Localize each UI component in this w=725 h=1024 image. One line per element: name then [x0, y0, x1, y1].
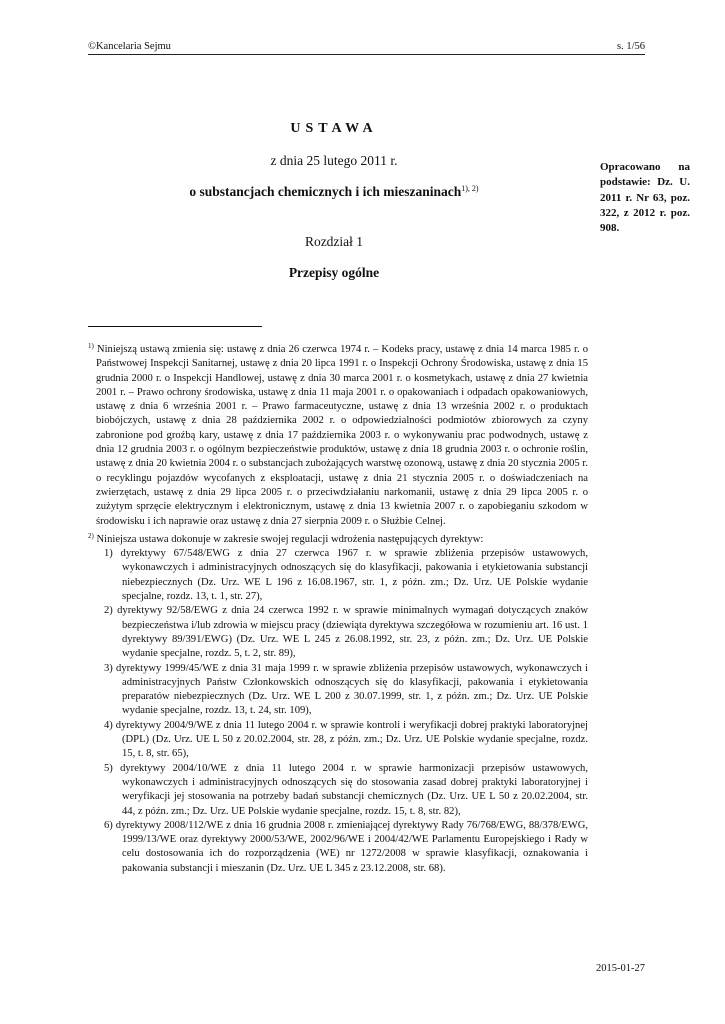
list-item: 6) dyrektywy 2008/112/WE z dnia 16 grudnia 2008 r. zmieniającej dyrektywy Rady 76/768/EWG, 88/378/EWG, 1999/13/WE oraz dyrektywy 2000/53/WE, 2002/96/WE i 2004/42/WE Parlamentu Europejskiego i Rady w celu dostosowania ich do rozporządzenia (WE) nr 1272/2008 w sprawie klasyfikacji, oznakowania i pakowania substancji i mieszanin (Dz. Urz. UE L 345 z 23.12.2008, str. 68). [104, 819, 588, 874]
footnote-1 [88, 339, 588, 529]
header-rule [88, 54, 645, 55]
header-page-number: s. 1/56 [616, 41, 645, 52]
header-publisher: ©Kancelaria Sejmu [88, 41, 171, 52]
section-heading: Przepisy ogólne [288, 265, 380, 280]
directive-list [88, 547, 588, 876]
list-item: 1) dyrektywy 67/548/EWG z dnia 27 czerwca 1967 r. w sprawie zbliżenia przepisów ustawowych, wykonawczych i administracyjnych odnoszących się do klasyfikacji, pakowania i etykietowania substancji niebezpiecznych (Dz. Urz. WE L 196 z 16.08.1967, str. 1, z późn. zm.; Dz. Urz. UE Polskie wydanie specjalne, rozdz. 13, t. 1, str. 27), [104, 548, 588, 603]
act-date: z dnia 25 lutego 2011 r. [270, 153, 398, 168]
list-item: 4) dyrektywy 2004/9/WE z dnia 11 lutego 2004 r. w sprawie kontroli i weryfikacji dobrej praktyki laboratoryjnej (DPL) (Dz. Urz. UE L 50 z 20.02.2004, str. 28, z późn. zm.; Dz. Urz. UE Polskie wydanie specjalne, rozdz. 15, t. 8, str. 65), [104, 719, 588, 760]
act-subject [88, 184, 580, 200]
chapter-heading: Rozdział 1 [304, 234, 364, 249]
act-subject-text: o substancjach chemicznych i ich mieszaninach [189, 184, 462, 199]
list-item: 3) dyrektywy 1999/45/WE z dnia 31 maja 1999 r. w sprawie zbliżenia przepisów ustawowych, wykonawczych i administracyjnych Państw Członkowskich odnoszących się do klasyfikacji, pakowania i etykietowania preparatów niebezpiecznych (Dz. Urz. WE L 200 z 30.07.1999, str. 1, z późn. zm.; Dz. Urz. UE Polskie wydanie specjalne, rozdz. 13, t. 24, str. 109), [104, 662, 588, 717]
footnote-1-text: Niniejszą ustawą zmienia się: ustawę z dnia 26 czerwca 1974 r. – Kodeks pracy, ustawę z dnia 14 marca 1985 r. o Państwowej Inspekcji Sanitarnej, ustawę z dnia 20 lipca 1991 r. o Inspekcji Ochrony Środowiska, ustawę z dnia 15 grudnia 2000 r. o Inspekcji Handlowej, ustawę z dnia 30 marca 2001 r. o kosmetykach, ustawę z dnia 27 kwietnia 2001 r. – Prawo ochrony środowiska, ustawę z dnia 11 maja 2001 r. o opakowaniach i odpadach opakowaniowych, ustawę z dnia 6 września 2001 r. – Prawo farmaceutyczne, ustawę z dnia 13 września 2002 r. o produktach biobójczych, ustawę z dnia 28 października 2002 r. o odpowiedzialności podmiotów zbiorowych za czyny zabronione pod groźbą kary, ustawę z dnia 17 października 2003 r. o wykonywaniu prac podwodnych, ustawę z dnia 12 grudnia 2003 r. o ogólnym bezpieczeństwie produktów, ustawę z dnia 18 grudnia 2003 r. o ochronie roślin, ustawę z dnia 20 kwietnia 2004 r. o substancjach zubożających warstwę ozonową, ustawę z dnia 20 stycznia 2005 r. o recyklingu pojazdów wycofanych z eksploatacji, ustawę z dnia 21 stycznia 2005 r. o doświadczeniach na zwierzętach, ustawę z dnia 29 lipca 2005 r. o przeciwdziałaniu narkomanii, ustawę z dnia 29 lipca 2005 r. o zużytym sprzęcie elektrycznym i elektronicznym, ustawę z dnia 13 kwietnia 2007 r. o zapobieganiu szkodom w środowisku i ich naprawie oraz ustawę z dnia 27 sierpnia 2009 r. o Służbie Celnej. [93, 344, 588, 527]
footnote-2-intro: Niniejsza ustawa dokonuje w zakresie swojej regulacji wdrożenia następujących dyrektyw: [93, 533, 484, 545]
footer-date: 2015-01-27 [596, 963, 645, 974]
footnote-1-marker: 1) [88, 342, 94, 350]
footnotes [88, 339, 588, 876]
source-note: Opracowano na podstawie: Dz. U. 2011 r. Nr 63, poz. 322, z 2012 r. poz. 908. [600, 161, 690, 235]
footnote-2-marker: 2) [88, 531, 94, 540]
footnote-rule [88, 326, 262, 327]
act-title: USTAWA [290, 121, 378, 136]
list-item: 5) dyrektywy 2004/10/WE z dnia 11 lutego 2004 r. w sprawie harmonizacji przepisów ustawowych, wykonawczych i administracyjnych odnoszących się do stosowania zasad dobrej praktyki laboratoryjnej i weryfikacji jej stosowania na potrzeby badań substancji chemicznych (Dz. Urz. UE L 50 z 20.02.2004, str. 44, z późn. zm.; Dz. Urz. UE Polskie wydanie specjalne, rozdz. 15, t. 8, str. 82), [104, 762, 588, 817]
footnote-refs: 1), 2) [461, 184, 479, 193]
footnote-2 [88, 529, 588, 547]
list-item: 2) dyrektywy 92/58/EWG z dnia 24 czerwca 1992 r. w sprawie minimalnych wymagań dotyczących znaków bezpieczeństwa i/lub zdrowia w miejscu pracy (dziewiąta dyrektywa szczegółowa w rozumieniu art. 16 ust. 1 dyrektywy 89/391/EWG) (Dz. Urz. WE L 245 z 26.08.1992, str. 23, z późn. zm.; Dz. Urz. UE Polskie wydanie specjalne, rozdz. 5, t. 2, str. 89), [104, 605, 588, 660]
